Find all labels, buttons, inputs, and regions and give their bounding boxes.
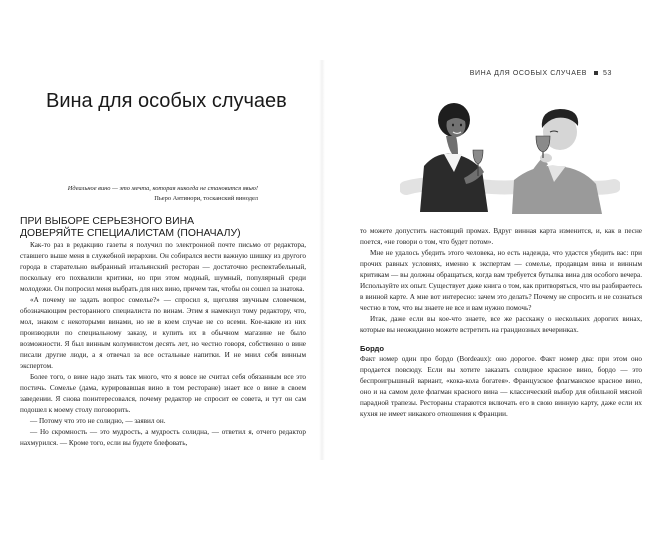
epigraph-quote: Идеальное вино — это мечта, которая никогда не становится явью! bbox=[67, 185, 258, 192]
running-header bbox=[470, 70, 612, 77]
paragraph: Более того, о вине надо знать так много, что я вовсе не считал себя обязанным все это постичь. Сомелье (дама, курировавшая вино в том ресторане) знает все о вине в своем заведении. Я снова поинтересовался, почему редактор не спросит ее совета, и тут он сам подошел к моему столу поговорить. bbox=[20, 373, 306, 414]
running-title: ВИНА ДЛЯ ОСОБЫХ СЛУЧАЕВ bbox=[469, 70, 587, 77]
paragraph: то можете допустить настоящий промах. Вдруг винная карта изменится, и, как в песне поется, «не говори о том, что будет потом». bbox=[360, 227, 642, 246]
epigraph bbox=[60, 184, 258, 204]
paragraph: Как-то раз в редакцию газеты я получил по электронной почте письмо от редактора, ставшего выше меня в служебной иерархии. Он собирался вести важную шишку из другого города в старательно выбранный итальянский ресторан — достаточно респектабельный, поскольку его похвалили критики, но при этом модный, шумный, популярный среди молодежи. Он попросил меня выбрать для них вино, причем так, чтобы он сошел за знатока. bbox=[20, 241, 306, 293]
paragraph: Итак, даже если вы кое-что знаете, все же расскажу о нескольких дорогих винах, которые вы неожиданно можете встретить на грандиозных вечеринках. bbox=[360, 315, 642, 334]
bordeaux-heading: Бордо bbox=[360, 344, 385, 353]
section-heading-line-1: ПРИ ВЫБОРЕ СЕРЬЕЗНОГО ВИНА bbox=[20, 216, 195, 227]
section-heading-line-2: ДОВЕРЯЙТЕ СПЕЦИАЛИСТАМ (ПОНАЧАЛУ) bbox=[20, 227, 241, 239]
left-body-text bbox=[20, 240, 306, 449]
page-number: 53 bbox=[603, 70, 612, 77]
paragraph: — Но скромность — это мудрость, а мудрость солидна, — ответил я, отчего редактор нахмурился. — Кроме того, если вы будете блефовать, bbox=[20, 428, 306, 447]
chapter-title: Вина для особых случаев bbox=[46, 90, 287, 112]
wine-tasting-illustration bbox=[400, 92, 620, 214]
right-page bbox=[322, 0, 645, 550]
paragraph: «А почему не задать вопрос сомелье?» — спросил я, щеголяя звучным словечком, обозначающим ресторанного специалиста по винам. Этим я намекнул тому редактору, что, мол, знаком с некоторыми винами, но не в коем случае не со всеми. Кое-какие из них производили по специальному заказу, и купить их в обычном магазине не было возможности. Я был винным колумнистом десять лет, но честно говоря, собственно о вине писали другие люди, а я отвечал за все остальные напитки. И не мнил себя винным экспертом. bbox=[20, 296, 306, 370]
section-heading bbox=[20, 216, 305, 239]
paragraph: — Потому что это не солидно, — заявил он. bbox=[30, 417, 166, 425]
paragraph: Мне не удалось убедить этого человека, но есть надежда, что удастся убедить вас: при прочих равных условиях, именно к экспертам — сомелье, продавцам вина и винным критикам — вы должны обращаться, когда вам требуется бутылка вина для особого вечера. Используйте их опыт. Существует даже книга о том, как притворяться, что вы разбираетесь в винной карте. А мне вот интересно: зачем это делать? Почему не спросить и не сознаться честно в том, что вы знаете не все и вам нужно помочь? bbox=[360, 249, 642, 312]
header-square-icon bbox=[594, 71, 598, 75]
left-page bbox=[0, 0, 322, 550]
bordeaux-paragraph: Факт номер один про бордо (Bordeaux): оно дорогое. Факт номер два: при этом оно продается повсюду. Если вы хотите заказать солидное красное вино, бордо — это беспроигрышный вариант, «кока-кола богатея». Французское флагманское красное вино, оно и на самом деле флагман красного вина — классический выбор для обильной мясной парадной трапезы. Рестораны стараются включать его в свою винную карту, даже если их кухня не имеет никакого отношения к Франции. bbox=[360, 355, 642, 418]
epigraph-attribution: Пьеро Антинори, тосканский винодел bbox=[154, 195, 258, 202]
right-body-text bbox=[360, 226, 642, 420]
